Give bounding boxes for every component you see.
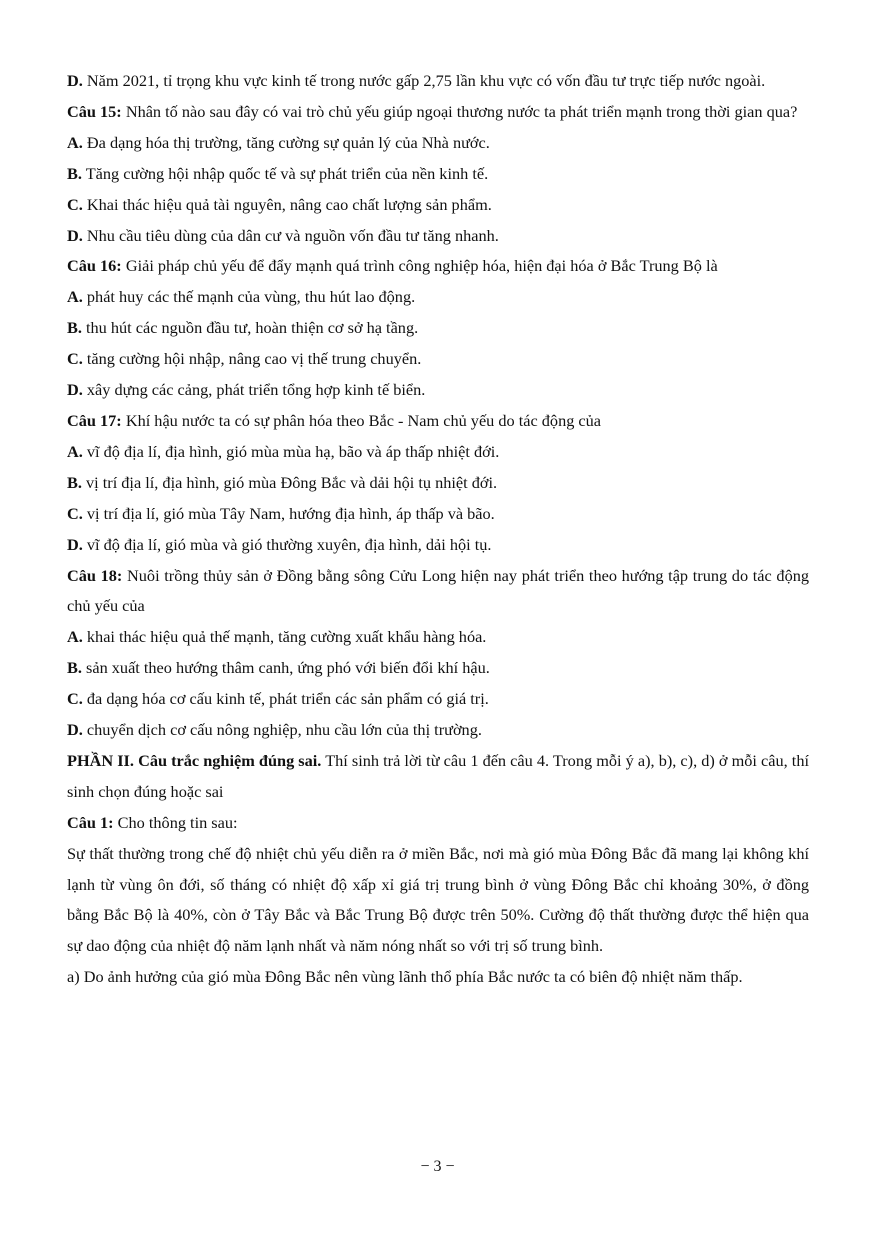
page-number: − 3 − (420, 1158, 455, 1175)
option-label: B. (67, 318, 82, 338)
option-a (67, 282, 809, 313)
option-text: vị trí địa lí, gió mùa Tây Nam, hướng địa hình, áp thấp và bão. (86, 503, 495, 523)
option-label: D. (67, 534, 83, 554)
option-label: B. (67, 163, 82, 183)
option-label: D. (67, 380, 83, 400)
option-text: phát huy các thế mạnh của vùng, thu hút lao động. (86, 287, 416, 307)
option-c (67, 684, 809, 715)
option-b (67, 313, 809, 344)
part2-text: Thí sinh trả lời từ câu 1 đến câu 4. Trong mỗi ý a), b), c), d) ở mỗi câu, thí sinh chọn đúng hoặc sai (67, 750, 809, 801)
option-d (67, 375, 809, 406)
option-label: D. (67, 720, 83, 740)
option-label: B. (67, 658, 82, 678)
option-label: A. (67, 441, 83, 461)
option-b (67, 653, 809, 684)
question-15 (67, 97, 809, 252)
question-label: Câu 1: (67, 812, 114, 832)
option-b (67, 159, 809, 190)
option-d (67, 530, 809, 561)
option-text: vĩ độ địa lí, gió mùa và gió thường xuyên, địa hình, dải hội tụ. (86, 534, 492, 554)
option-text: Đa dạng hóa thị trường, tăng cường sự quản lý của Nhà nước. (86, 132, 490, 152)
question-label: Câu 18: (67, 565, 123, 585)
question-stem (67, 561, 809, 623)
page-content (67, 66, 809, 993)
question-1 (67, 808, 809, 993)
question-label: Câu 15: (67, 101, 122, 121)
option-text: Nhu cầu tiêu dùng của dân cư và nguồn vốn đầu tư tăng nhanh. (86, 225, 499, 245)
option-text: chuyển dịch cơ cấu nông nghiệp, nhu cầu lớn của thị trường. (86, 720, 482, 740)
option-label: A. (67, 132, 83, 152)
option-label: A. (67, 287, 83, 307)
option-c (67, 190, 809, 221)
option-text: vị trí địa lí, địa hình, gió mùa Đông Bắc và dải hội tụ nhiệt đới. (86, 472, 498, 492)
option-d (67, 715, 809, 746)
option-c (67, 499, 809, 530)
question-text: Nhân tố nào sau đây có vai trò chủ yếu giúp ngoại thương nước ta phát triển mạnh trong thời gian qua? (125, 101, 798, 121)
question-stem (67, 808, 809, 839)
option-text: khai thác hiệu quả thế mạnh, tăng cường xuất khẩu hàng hóa. (86, 627, 487, 647)
question-text: Giải pháp chủ yếu để đẩy mạnh quá trình công nghiệp hóa, hiện đại hóa ở Bắc Trung Bộ là (125, 256, 718, 276)
statement-a: a) Do ảnh hưởng của gió mùa Đông Bắc nên vùng lãnh thổ phía Bắc nước ta có biên độ nhiệt năm thấp. (67, 967, 743, 987)
option-text: vĩ độ địa lí, địa hình, gió mùa mùa hạ, bão và áp thấp nhiệt đới. (86, 441, 500, 461)
option-label: C. (67, 349, 83, 369)
question-18 (67, 561, 809, 746)
part2-heading: PHẦN II. Câu trắc nghiệm đúng sai. (67, 750, 322, 770)
option-b (67, 468, 809, 499)
option-text: tăng cường hội nhập, nâng cao vị thế trung chuyển. (86, 349, 422, 369)
question-text: Khí hậu nước ta có sự phân hóa theo Bắc - Nam chủ yếu do tác động của (125, 410, 602, 430)
option-text: Khai thác hiệu quả tài nguyên, nâng cao chất lượng sản phẩm. (86, 194, 492, 214)
question-label: Câu 16: (67, 256, 122, 276)
option-label: C. (67, 689, 83, 709)
option-text: sản xuất theo hướng thâm canh, ứng phó với biến đổi khí hậu. (86, 658, 490, 678)
option-label: C. (67, 503, 83, 523)
reading-passage: Sự thất thường trong chế độ nhiệt chủ yếu diễn ra ở miền Bắc, nơi mà gió mùa Đông Bắc đã mang lại không khí lạnh từ vùng ôn đới, số tháng có nhiệt độ xấp xỉ giá trị trung bình ở vùng Đông Bắc chỉ khoảng 30%, ở đồng bằng Bắc Bộ là 40%, còn ở Tây Bắc và Bắc Trung Bộ được trên 50%. Cường độ thất thường được thể hiện qua sự dao động của nhiệt độ năm lạnh nhất và năm nóng nhất so với trị số trung bình. (67, 843, 809, 956)
part2-instructions (67, 746, 809, 808)
option-a (67, 622, 809, 653)
option-label: D. (67, 225, 83, 245)
question-17 (67, 406, 809, 561)
question-stem (67, 406, 809, 437)
question-text: Cho thông tin sau: (117, 812, 238, 832)
question-stem (67, 251, 809, 282)
option-text: Năm 2021, tỉ trọng khu vực kinh tế trong nước gấp 2,75 lần khu vực có vốn đầu tư trực tiếp nước ngoài. (86, 71, 766, 90)
question-stem (67, 97, 809, 128)
option-text: Tăng cường hội nhập quốc tế và sự phát triển của nền kinh tế. (85, 163, 489, 183)
option-label: B. (67, 472, 82, 492)
option-c (67, 344, 809, 375)
option-a (67, 437, 809, 468)
option-label: A. (67, 627, 83, 647)
option-label: D. (67, 71, 83, 90)
option-text: thu hút các nguồn đầu tư, hoàn thiện cơ sở hạ tầng. (86, 318, 419, 338)
option-text: đa dạng hóa cơ cấu kinh tế, phát triển các sản phẩm có giá trị. (86, 689, 489, 709)
option-d-continuation (67, 66, 809, 97)
option-a (67, 128, 809, 159)
option-text: xây dựng các cảng, phát triển tổng hợp kinh tế biển. (86, 380, 426, 400)
option-label: C. (67, 194, 83, 214)
question-16 (67, 251, 809, 406)
question-label: Câu 17: (67, 410, 122, 430)
question-text: Nuôi trồng thủy sản ở Đồng bằng sông Cửu Long hiện nay phát triển theo hướng tập trung do tác động chủ yếu của (67, 565, 809, 616)
option-d (67, 221, 809, 252)
